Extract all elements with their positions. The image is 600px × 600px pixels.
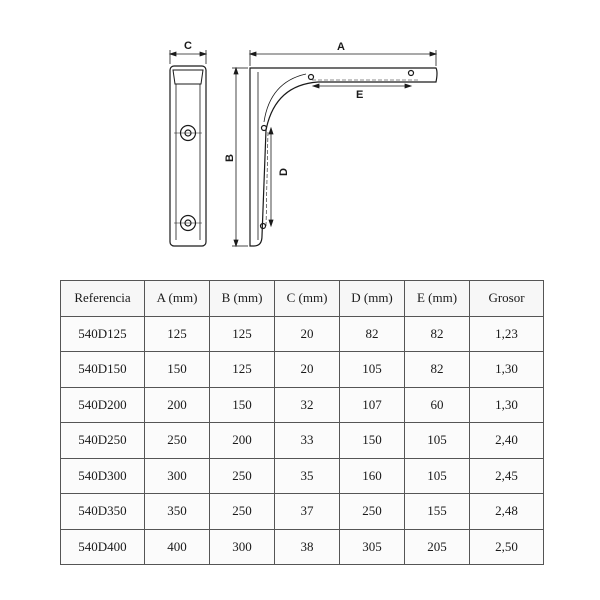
table-row bbox=[61, 423, 544, 459]
cell-c: 33 bbox=[275, 423, 340, 459]
cell-e: 205 bbox=[405, 529, 470, 565]
cell-d: 160 bbox=[340, 458, 405, 494]
cell-referencia: 540D250 bbox=[61, 423, 145, 459]
cell-d: 150 bbox=[340, 423, 405, 459]
cell-b: 150 bbox=[210, 387, 275, 423]
header-grosor: Grosor bbox=[470, 281, 544, 317]
cell-d: 105 bbox=[340, 352, 405, 388]
cell-a: 150 bbox=[145, 352, 210, 388]
header-a-mm: A (mm) bbox=[145, 281, 210, 317]
cell-a: 200 bbox=[145, 387, 210, 423]
cell-referencia: 540D200 bbox=[61, 387, 145, 423]
cell-a: 350 bbox=[145, 494, 210, 530]
specifications-table bbox=[60, 280, 544, 565]
cell-referencia: 540D400 bbox=[61, 529, 145, 565]
cell-a: 300 bbox=[145, 458, 210, 494]
cell-d: 82 bbox=[340, 316, 405, 352]
cell-b: 300 bbox=[210, 529, 275, 565]
cell-e: 155 bbox=[405, 494, 470, 530]
cell-a: 125 bbox=[145, 316, 210, 352]
table-row bbox=[61, 458, 544, 494]
cell-referencia: 540D300 bbox=[61, 458, 145, 494]
cell-a: 400 bbox=[145, 529, 210, 565]
cell-grosor: 1,23 bbox=[470, 316, 544, 352]
table-header-row bbox=[61, 281, 544, 317]
cell-e: 60 bbox=[405, 387, 470, 423]
cell-d: 305 bbox=[340, 529, 405, 565]
cell-b: 125 bbox=[210, 352, 275, 388]
cell-c: 32 bbox=[275, 387, 340, 423]
dimension-c-label: C bbox=[184, 40, 192, 52]
cell-c: 35 bbox=[275, 458, 340, 494]
cell-grosor: 2,40 bbox=[470, 423, 544, 459]
cell-grosor: 2,50 bbox=[470, 529, 544, 565]
cell-referencia: 540D350 bbox=[61, 494, 145, 530]
cell-e: 82 bbox=[405, 352, 470, 388]
cell-d: 250 bbox=[340, 494, 405, 530]
table-row bbox=[61, 352, 544, 388]
cell-c: 38 bbox=[275, 529, 340, 565]
header-referencia: Referencia bbox=[61, 281, 145, 317]
bracket-front-view bbox=[170, 66, 206, 246]
dimension-e bbox=[313, 84, 411, 88]
cell-grosor: 2,45 bbox=[470, 458, 544, 494]
table-row bbox=[61, 316, 544, 352]
table-row bbox=[61, 494, 544, 530]
cell-grosor: 1,30 bbox=[470, 352, 544, 388]
dimension-a-label: A bbox=[337, 41, 345, 53]
bracket-side-view bbox=[250, 68, 437, 246]
header-c-mm: C (mm) bbox=[275, 281, 340, 317]
dimension-d bbox=[269, 128, 273, 226]
cell-grosor: 2,48 bbox=[470, 494, 544, 530]
cell-c: 20 bbox=[275, 352, 340, 388]
cell-b: 250 bbox=[210, 458, 275, 494]
cell-b: 125 bbox=[210, 316, 275, 352]
cell-d: 107 bbox=[340, 387, 405, 423]
dimension-b-label: B bbox=[224, 154, 236, 162]
cell-b: 250 bbox=[210, 494, 275, 530]
header-e-mm: E (mm) bbox=[405, 281, 470, 317]
cell-c: 37 bbox=[275, 494, 340, 530]
table-row bbox=[61, 387, 544, 423]
header-b-mm: B (mm) bbox=[210, 281, 275, 317]
cell-referencia: 540D125 bbox=[61, 316, 145, 352]
dimension-c bbox=[170, 50, 206, 64]
cell-b: 200 bbox=[210, 423, 275, 459]
cell-c: 20 bbox=[275, 316, 340, 352]
cell-a: 250 bbox=[145, 423, 210, 459]
cell-referencia: 540D150 bbox=[61, 352, 145, 388]
bracket-technical-drawing bbox=[0, 0, 600, 270]
dimension-e-label: E bbox=[356, 89, 364, 101]
cell-e: 105 bbox=[405, 423, 470, 459]
cell-e: 82 bbox=[405, 316, 470, 352]
table-row bbox=[61, 529, 544, 565]
cell-e: 105 bbox=[405, 458, 470, 494]
header-d-mm: D (mm) bbox=[340, 281, 405, 317]
dimension-d-label: D bbox=[278, 168, 290, 176]
cell-grosor: 1,30 bbox=[470, 387, 544, 423]
